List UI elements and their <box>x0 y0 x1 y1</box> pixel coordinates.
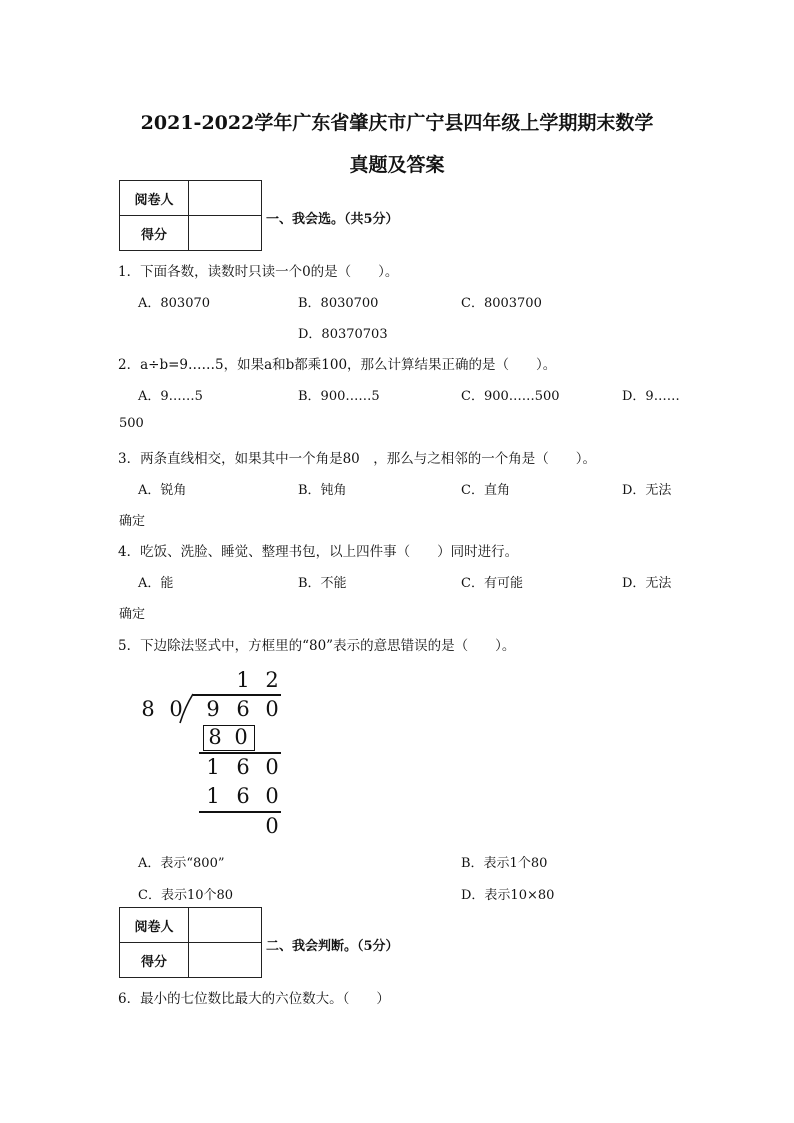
step2-digit-2: 6 <box>236 755 250 779</box>
reviewer-cell[interactable] <box>189 181 262 216</box>
section-1-heading: 一、我会选。（共5分） <box>266 212 399 227</box>
quotient-digit-2: 2 <box>265 668 279 692</box>
divisor-digit-2: 0 <box>169 697 183 721</box>
q4-option-b: B．不能 <box>298 576 347 591</box>
q1-option-b: B．8030700 <box>298 296 379 311</box>
q3-option-b: B．钝角 <box>298 483 347 498</box>
score-cell-2[interactable] <box>189 943 262 978</box>
q2-option-d-cont: 500 <box>119 416 144 431</box>
question-4: 4．吃饭、洗脸、睡觉、整理书包，以上四件事（ ）同时进行。 <box>118 544 519 560</box>
q5-option-c: C．表示10个80 <box>138 888 234 903</box>
reviewer-cell-2[interactable] <box>189 908 262 943</box>
score-table-1 <box>119 180 262 251</box>
score-label-2: 得分 <box>120 943 189 978</box>
q3-option-d: D．无法 <box>622 483 672 498</box>
reviewer-label: 阅卷人 <box>120 181 189 216</box>
q1-option-d: D．80370703 <box>298 327 388 342</box>
q5-option-d: D．表示10×80 <box>461 888 555 903</box>
q1-option-c: C．8003700 <box>461 296 542 311</box>
step1-digit-2: 0 <box>234 725 248 749</box>
dividend-digit-1: 9 <box>206 697 220 721</box>
q3-option-d-cont: 确定 <box>119 514 146 529</box>
step2-digit-1: 1 <box>206 755 220 779</box>
reviewer-label-2: 阅卷人 <box>120 908 189 943</box>
q1-option-a: A．803070 <box>138 296 211 311</box>
score-table-2 <box>119 907 262 978</box>
q3-option-a: A．锐角 <box>138 483 187 498</box>
quotient-digit-1: 1 <box>236 668 250 692</box>
q2-option-d: D．9…… <box>622 389 680 404</box>
question-2: 2．a÷b=9……5，如果a和b都乘100，那么计算结果正确的是（ ）。 <box>118 357 557 373</box>
question-1: 1．下面各数，读数时只读一个0的是（ ）。 <box>118 264 399 280</box>
step1-digit-1: 8 <box>208 725 222 749</box>
dividend-digit-2: 6 <box>236 697 250 721</box>
step2-digit-3: 0 <box>265 755 279 779</box>
q2-option-c: C．900……500 <box>461 389 560 404</box>
q4-option-c: C．有可能 <box>461 576 523 591</box>
score-label: 得分 <box>120 216 189 251</box>
step3-digit-1: 1 <box>206 784 220 808</box>
long-division-figure <box>135 664 295 844</box>
title-line-1: 2021-2022学年广东省肇庆市广宁县四年级上学期期末数学 <box>140 112 654 134</box>
remainder-digit: 0 <box>265 814 279 838</box>
q4-option-a: A．能 <box>138 576 174 591</box>
q2-option-a: A．9……5 <box>138 389 203 404</box>
question-5: 5．下边除法竖式中，方框里的“80”表示的意思错误的是（ ）。 <box>118 638 516 654</box>
question-3: 3．两条直线相交，如果其中一个角是80 ，那么与之相邻的一个角是（ ）。 <box>118 451 597 467</box>
title-line-2: 真题及答案 <box>349 154 445 176</box>
score-cell[interactable] <box>189 216 262 251</box>
dividend-digit-3: 0 <box>265 697 279 721</box>
section-2-heading: 二、我会判断。（5分） <box>266 939 399 954</box>
q5-option-a: A．表示“800” <box>138 856 225 871</box>
question-6: 6．最小的七位数比最大的六位数大。（ ） <box>118 991 390 1007</box>
step3-digit-2: 6 <box>236 784 250 808</box>
q2-option-b: B．900……5 <box>298 389 380 404</box>
q5-option-b: B．表示1个80 <box>461 856 548 871</box>
q4-option-d-cont: 确定 <box>119 607 146 622</box>
divisor-digit-1: 8 <box>141 697 155 721</box>
q4-option-d: D．无法 <box>622 576 672 591</box>
step3-digit-3: 0 <box>265 784 279 808</box>
q3-option-c: C．直角 <box>461 483 510 498</box>
